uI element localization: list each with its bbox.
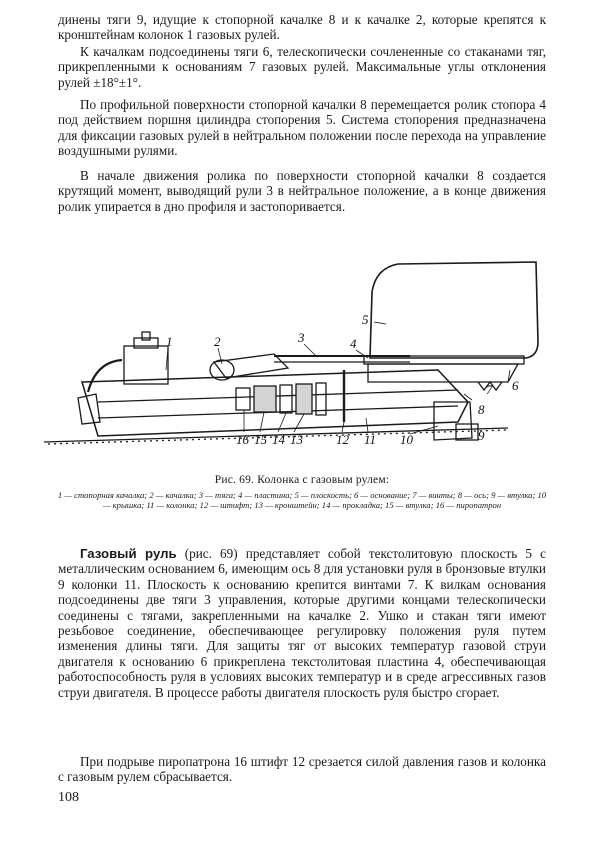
paragraph-gas-rudder [58, 546, 546, 700]
figure-label-12: 12 [336, 432, 349, 447]
figure-label-5: 5 [362, 312, 369, 327]
figure-label-10: 10 [400, 432, 413, 447]
figure-label-15: 15 [254, 432, 267, 447]
term-gas-rudder: Газовый руль [80, 546, 177, 561]
figure-label-1: 1 [166, 334, 173, 349]
paragraph-squib: При подрыве пиропатрона 16 штифт 12 срезается силой давления газов и колонка с газовым рулем сбрасывается. [58, 754, 546, 785]
page-number: 108 [58, 790, 79, 805]
figure-label-6: 6 [512, 378, 519, 393]
figure-label-4: 4 [350, 336, 357, 351]
figure-label-2: 2 [214, 334, 221, 349]
figure-caption: Рис. 69. Колонка с газовым рулем: [214, 474, 390, 486]
figure-label-13: 13 [290, 432, 303, 447]
figure-label-3: 3 [298, 330, 305, 345]
paragraph-roller: В начале движения ролика по поверхности стопорной качалки 8 создается крутящий момент, выводящий рули 3 в нейтральное положение, а в конце движения ролик упирается в дно профиля и застопоривается. [58, 168, 546, 214]
figure-gas-rudder-column [38, 252, 558, 467]
figure-label-8: 8 [478, 402, 485, 417]
paragraph-rods: К качалкам подсоединены тяги 6, телескопически сочлененные со стаканами тяг, прикрепленными к основаниям 7 газовых рулей. Максимальные углы отклонения рулей ±18°±1°. [58, 44, 546, 90]
figure-label-9: 9 [478, 428, 485, 443]
paragraph-gas-rudder-text: (рис. 69) представляет собой текстолитовую плоскость 5 с металлическим основанием 6, имеющим ось 8 для установки руля в бронзовые втулки 9 колонки 11. Плоскость к основанию крепится винтами 7. К вилкам основания подсоединены две тяги 3 управления, которые другими концами телескопически соединены с тягами, закрепленными на качалке 2. Ушко и стакан тяги имеют резьбовое соединение, обеспечивающее регулировку положения руля путем изменения длины тяги. Для защиты тяг от высоких температур газовой струи двигателя к основанию 6 прикреплена текстолитовая пластина 4, обеспечивающая работоспособность руля в условиях высоких температур и в среде агрессивных газов струи двигателя. В процессе работы двигателя плоскость руля быстро сгорает. [58, 546, 546, 700]
figure-label-11: 11 [364, 432, 377, 447]
figure-label-16: 16 [236, 432, 249, 447]
paragraph-locking: По профильной поверхности стопорной качалки 8 перемещается ролик стопора 4 под действием поршня цилиндра стопорения 5. Система стопорения предназначена для фиксации газовых рулей в нейтральном положении после перехода на управление воздушными рулями. [58, 97, 546, 159]
figure-legend: 1 — стопорная качалка; 2 — качалка; 3 — тяга; 4 — пластина; 5 — плоскость; 6 — основание; 7 — винты; 8 — ось; 9 — втулка; 10 — крышка; 11 — колонка; 12 — штифт; 13 — кронштейн; 14 — прокладка; 15 — втулка; 16 — пиропатрон [57, 490, 547, 511]
paragraph-continued: динены тяги 9, идущие к стопорной качалке 8 и к качалке 2, которые крепятся к кронштейнам колонок 1 газовых рулей. [58, 12, 546, 43]
figure-label-7: 7 [486, 382, 493, 397]
figure-label-14: 14 [272, 432, 285, 447]
